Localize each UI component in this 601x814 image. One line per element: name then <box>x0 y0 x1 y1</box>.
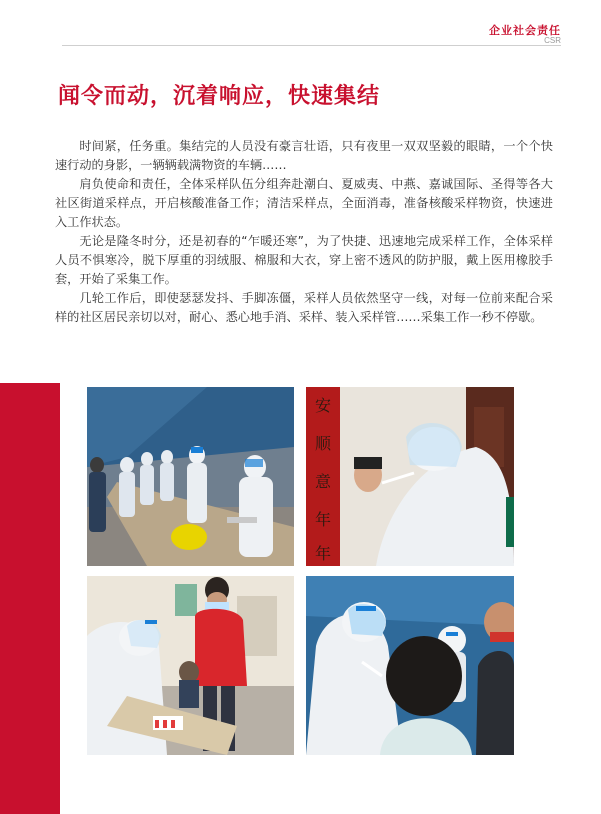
paragraph: 时间紧，任务重。集结完的人员没有豪言壮语，只有夜里一双双坚毅的眼睛，一个个快速行动的身影，一辆辆载满物资的车辆…… <box>55 139 553 172</box>
paragraph: 无论是隆冬时分，还是初春的“乍暖还寒”，为了快捷、迅速地完成采样工作，全体采样人员不惧寒冷，脱下厚重的羽绒服、棉服和大衣，穿上密不透风的防护服，戴上医用橡胶手套，开始了采集工作。 <box>55 234 553 286</box>
paragraph: 肩负使命和责任，全体采样队伍分组奔赴潮白、夏威夷、中燕、嘉诚国际、圣得等各大社区街道采样点，开启核酸准备工作；清洁采样点，全面消毒，准备核酸采样物资，快速进入工作状态。 <box>55 177 553 229</box>
photo-tent-sampling-station <box>87 387 294 566</box>
couplet-char: 年 <box>314 510 332 529</box>
couplet-char: 年 <box>314 544 332 563</box>
photo-indoor-community-sampling <box>87 576 294 755</box>
photo-tent-resident-sampling <box>306 576 514 755</box>
section-sub-label: CSR <box>544 36 561 45</box>
page-title: 闻令而动，沉着响应，快速集结 <box>58 84 381 109</box>
couplet-char: 安 <box>314 396 332 415</box>
header-divider <box>62 45 561 46</box>
couplet-char: 意 <box>314 472 332 491</box>
section-label: 企业社会责任 <box>489 24 561 37</box>
article-body <box>55 137 553 327</box>
couplet-char: 顺 <box>314 434 332 453</box>
paragraph: 几轮工作后，即使瑟瑟发抖、手脚冻僵，采样人员依然坚守一线，对每一位前来配合采样的社区居民亲切以对，耐心、悉心地手消、采样、装入采样管……采集工作一秒不停歇。 <box>55 291 553 324</box>
photo-throat-swab-doorway <box>306 387 514 566</box>
red-side-bar <box>0 383 60 814</box>
